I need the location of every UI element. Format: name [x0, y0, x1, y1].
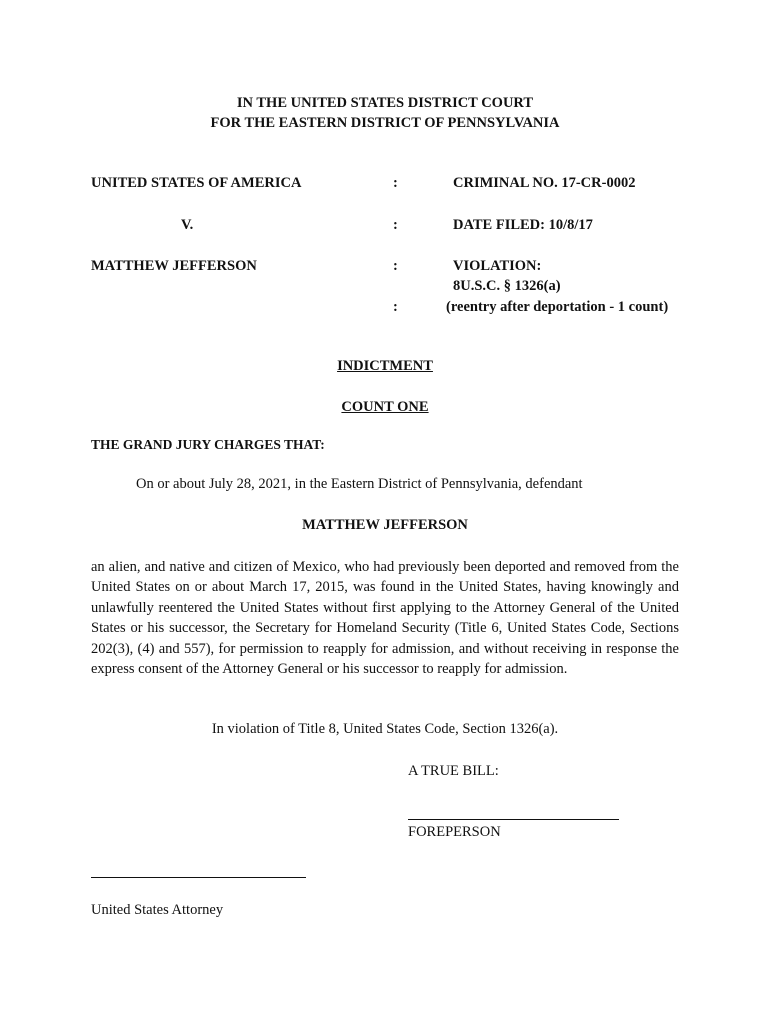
plaintiff-name: UNITED STATES OF AMERICA	[91, 175, 302, 191]
caption-separator-3: :	[393, 258, 398, 274]
opening-line: On or about July 28, 2021, in the Eastern District of Pennsylvania, defendant	[136, 476, 583, 492]
count-title: COUNT ONE	[341, 399, 429, 415]
court-heading	[0, 93, 770, 133]
caption-separator-2: :	[393, 217, 398, 233]
defendant-name: MATTHEW JEFFERSON	[302, 517, 468, 533]
charge-paragraph: an alien, and native and citizen of Mexico, who had previously been deported and removed from the United States on or about March 17, 2015, was found in the United States, having knowingly and unlawfully reentered the United States without first applying to the Attorney General of the United States or his successor, the Secretary for Homeland Security (Title 6, United States Code, Sections 202(3), (4) and 557), for permission to reapply for admission, and without receiving in response the express consent of the Attorney General or his successor to reapply for admission.	[91, 559, 679, 678]
true-bill-label: A TRUE BILL:	[408, 763, 499, 779]
violation-statement: In violation of Title 8, United States Code, Section 1326(a).	[211, 721, 559, 737]
date-filed: DATE FILED: 10/8/17	[453, 217, 593, 233]
attorney-signature-line	[91, 877, 306, 878]
violation-label: VIOLATION:	[453, 258, 542, 274]
caption-separator-4: :	[393, 299, 398, 315]
violation-statute: 8U.S.C. § 1326(a)	[453, 278, 561, 294]
indictment-title: INDICTMENT	[337, 358, 433, 374]
foreperson-label: FOREPERSON	[408, 824, 501, 840]
attorney-label: United States Attorney	[91, 902, 224, 918]
caption-separator-1: :	[393, 175, 398, 191]
foreperson-signature-line	[408, 819, 619, 820]
criminal-number: CRIMINAL NO. 17-CR-0002	[453, 175, 636, 191]
versus-label: V.	[181, 217, 194, 233]
violation-description: (reentry after deportation - 1 count)	[446, 299, 669, 315]
court-heading-line-1: IN THE UNITED STATES DISTRICT COURT	[236, 95, 534, 111]
court-heading-line-2: FOR THE EASTERN DISTRICT OF PENNSYLVANIA	[210, 115, 560, 131]
defendant-caption-name: MATTHEW JEFFERSON	[91, 258, 257, 274]
charges-intro: THE GRAND JURY CHARGES THAT:	[91, 437, 325, 452]
